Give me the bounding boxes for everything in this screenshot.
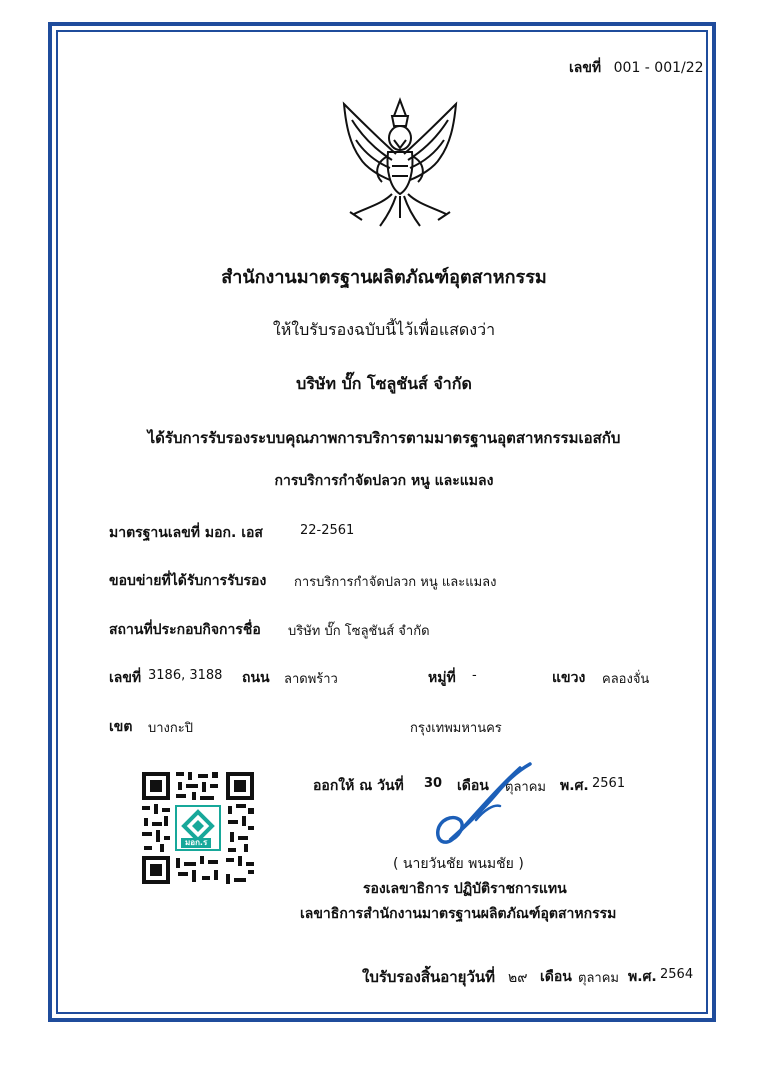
issued-day: 30 [424, 776, 443, 791]
qr-code-icon [140, 770, 256, 886]
expiry-year-label: พ.ศ. [628, 969, 657, 985]
address-no-value: 3186, 3188 [148, 668, 223, 683]
issued-year-label: พ.ศ. [560, 778, 589, 794]
garuda-emblem-icon [336, 96, 464, 230]
signer-name: ( นายวันชัย พนมชัย ) [393, 856, 524, 872]
signature-mark [428, 758, 538, 848]
agency-title: สำนักงานมาตรฐานผลิตภัณฑ์อุตสาหกรรม [221, 267, 547, 288]
scope-label: ขอบข่ายที่ได้รับการรับรอง [109, 573, 267, 589]
road-label: ถนน [242, 670, 270, 686]
issued-month-label: เดือน [457, 778, 489, 794]
scope-value: การบริการกำจัดปลวก หนู และแมลง [294, 575, 497, 590]
expiry-label: ใบรับรองสิ้นอายุวันที่ [362, 968, 496, 986]
qr-code[interactable] [140, 770, 256, 890]
company-name: บริษัท บั๊ก โซลูชันส์ จำกัด [296, 374, 472, 393]
certify-line: ให้ใบรับรองฉบับนี้ไว้เพื่อแสดงว่า [272, 320, 496, 339]
district-value: บางกะปิ [148, 721, 194, 736]
moo-label: หมู่ที่ [428, 670, 456, 686]
address-no-label: เลขที่ [109, 670, 142, 686]
standard-label: มาตรฐานเลขที่ มอก. เอส [109, 525, 263, 541]
doc-number [569, 57, 704, 79]
expiry-day: ๒๙ [508, 970, 528, 986]
expiry-month-label: เดือน [540, 969, 572, 985]
service-name: การบริการกำจัดปลวก หนู และแมลง [274, 473, 494, 489]
issued-month: ตุลาคม [505, 780, 546, 795]
issued-label: ออกให้ ณ วันที่ [313, 778, 404, 794]
province-value: กรุงเทพมหานคร [410, 721, 502, 736]
expiry-year: 2564 [660, 967, 694, 982]
qr-badge-label: มอก.ร [181, 838, 211, 848]
subdistrict-value: คลองจั่น [602, 672, 650, 687]
road-value: ลาดพร้าว [284, 672, 338, 687]
location-value: บริษัท บั๊ก โซลูชันส์ จำกัด [288, 624, 430, 639]
expiry-month: ตุลาคม [578, 971, 619, 986]
location-label: สถานที่ประกอบกิจการชื่อ [109, 622, 261, 638]
certification-statement: ได้รับการรับรองระบบคุณภาพการบริการตามมาตรฐานอุตสาหกรรมเอสกับ [147, 429, 621, 447]
issued-year: 2561 [592, 776, 626, 791]
doc-number-value: 001 - 001/22 [613, 60, 704, 76]
moo-value: - [472, 668, 477, 683]
standard-value: 22-2561 [300, 523, 355, 538]
subdistrict-label: แขวง [552, 670, 586, 686]
district-label: เขต [109, 719, 133, 735]
signer-role-1: รองเลขาธิการ ปฏิบัติราชการแทน [363, 881, 567, 897]
doc-number-label: เลขที่ [569, 60, 602, 76]
signer-role-2: เลขาธิการสำนักงานมาตรฐานผลิตภัณฑ์อุตสาหกรรม [300, 906, 617, 922]
